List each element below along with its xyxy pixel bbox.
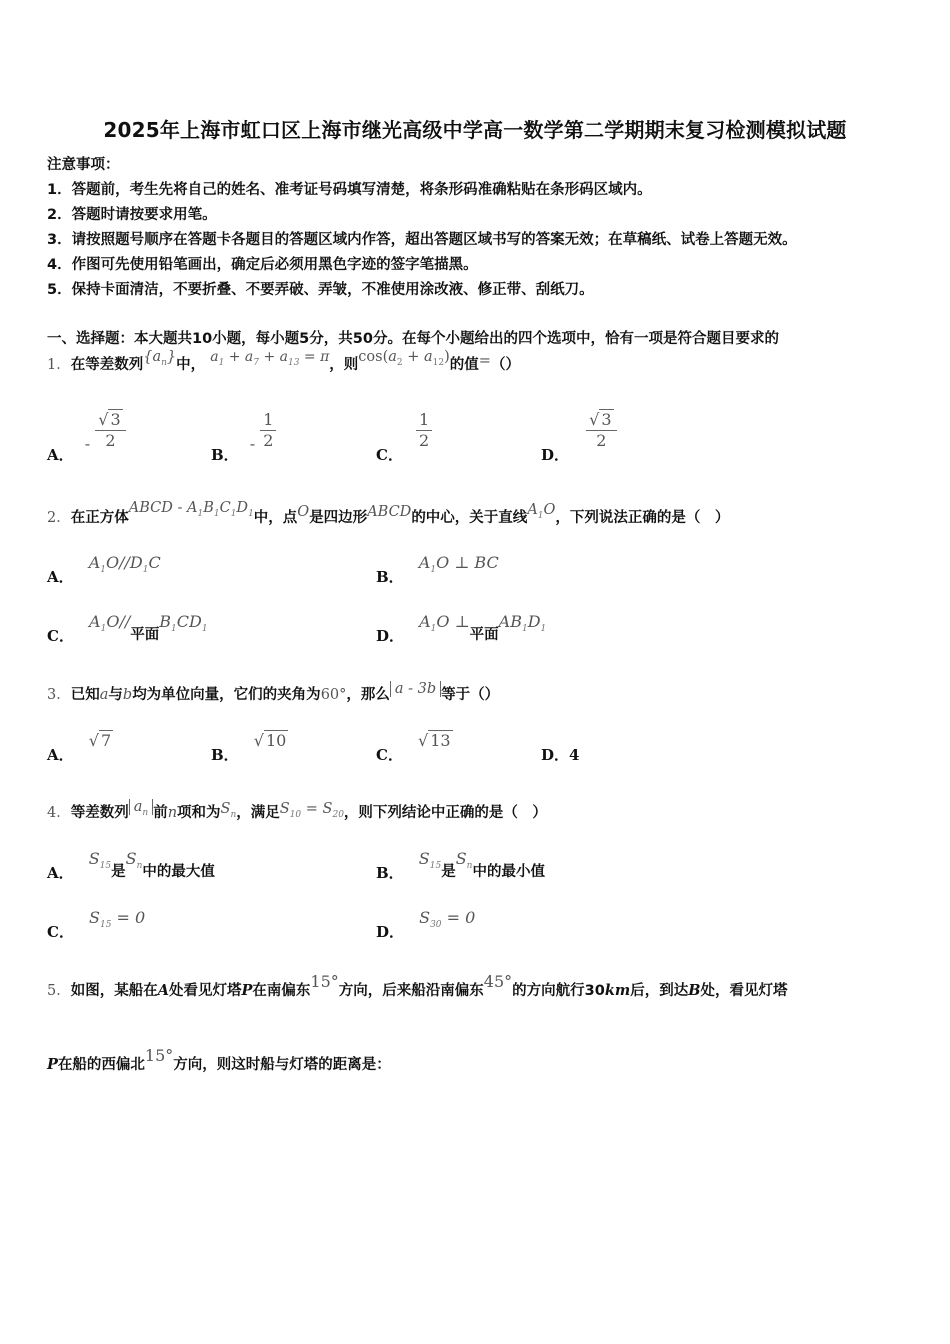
option-a[interactable]: A． - $\frac{√ 3}{2}$	[47, 410, 126, 451]
question-5: 5．如图，某船在A处看见灯塔P在南偏东15°方向，后来船沿南偏东45°的方向航行30km后，到达B处，看见灯塔	[47, 972, 788, 999]
fraction: $\frac{1}{2}$	[260, 410, 276, 451]
option-d[interactable]: D． $S_{30} = 0$	[376, 908, 476, 941]
notice-item: 3．请按照题号顺序在答题卡各题目的答题区域内作答，超出答题区域书写的答案无效；在草稿纸、试卷上答题无效。	[47, 232, 797, 248]
fraction: $\frac{1}{2}$	[416, 410, 432, 451]
math-sequence: $\{a_n\}$	[143, 349, 177, 368]
option-b[interactable]: B． - $\frac{1}{2}$	[211, 410, 276, 451]
question-5-line2: P在船的西偏北15°方向，则这时船与灯塔的距离是：	[47, 1046, 391, 1073]
notice-item: 4．作图可先使用铅笔画出，确定后必须用黑色字迹的签字笔描黑。	[47, 257, 478, 273]
question-3: 3．已知a与b均为单位向量，它们的夹角为60°，那么 a - 3b 等于（）	[47, 681, 500, 703]
question-number: 1．	[47, 357, 71, 373]
math-condition: $a_1 + a_7 + a_{13} = \pi$	[210, 349, 330, 368]
option-d[interactable]: D．4	[541, 746, 580, 764]
math-abs: a - 3b	[390, 681, 441, 697]
fraction: $\frac{√ 3}{2}$	[586, 410, 616, 451]
math-cube: ABCD - $A_1B_1C_1D_1$	[128, 500, 254, 519]
page-title: 2025年上海市虹口区上海市继光高级中学高一数学第二学期期末复习检测模拟试题	[103, 118, 847, 142]
option-d-value: 4	[569, 746, 580, 764]
math-expression: $\cos(a_2 + a_{12})$	[358, 349, 450, 368]
notice-item: 5．保持卡面清洁，不要折叠、不要弄破、弄皱，不准使用涂改液、修正带、刮纸刀。	[47, 282, 594, 298]
question-1: 1．在等差数列$\{a_n\}$中， $a_1 + a_7 + a_{13} = \pi$，则$\cos(a_2 + a_{12})$的值=（）	[47, 349, 520, 373]
question-2: 2．在正方体ABCD - $A_1B_1C_1D_1$中，点O是四边形ABCD的中心，关于直线$A_1O$，下列说法正确的是（ ）	[47, 500, 730, 526]
option-c[interactable]: C． √ 13	[376, 731, 451, 764]
option-b[interactable]: B． $A_1O$ ⊥ BC	[376, 553, 499, 586]
question-4: 4．等差数列 $a_n$ 前n项和为$S_n$，满足$S_{10} = S_{20}$，则下列结论中正确的是（ ）	[47, 799, 547, 821]
option-a[interactable]: A． $S_{15}$是$S_n$中的最大值	[47, 849, 215, 882]
option-d[interactable]: D． $\frac{√ 3}{2}$	[541, 410, 617, 451]
notice-heading: 注意事项：	[47, 157, 120, 173]
option-c[interactable]: C． $\frac{1}{2}$	[376, 410, 432, 451]
notice-item: 2．答题时请按要求用笔。	[47, 207, 217, 223]
option-c[interactable]: C． $S_{15} = 0$	[47, 908, 146, 941]
option-d[interactable]: D． $A_1O$ ⊥平面$AB_1D_1$	[376, 612, 547, 645]
option-a[interactable]: A． √ 7	[47, 731, 112, 764]
fraction: $\frac{√ 3}{2}$	[95, 410, 125, 451]
option-b[interactable]: B． √ 10	[211, 731, 287, 764]
section-heading: 一、选择题：本大题共10小题，每小题5分，共50分。在每个小题给出的四个选项中，恰有一项是符合题目要求的	[47, 331, 779, 347]
option-b[interactable]: B． $S_{15}$是$S_n$中的最小值	[376, 849, 545, 882]
option-c[interactable]: C． $A_1O//$平面$B_1CD_1$	[47, 612, 208, 645]
option-a[interactable]: A． $A_1O//D_1C$	[47, 553, 161, 586]
notice-item: 1．答题前，考生先将自己的姓名、准考证号码填写清楚，将条形码准确粘贴在条形码区域内。	[47, 182, 652, 198]
